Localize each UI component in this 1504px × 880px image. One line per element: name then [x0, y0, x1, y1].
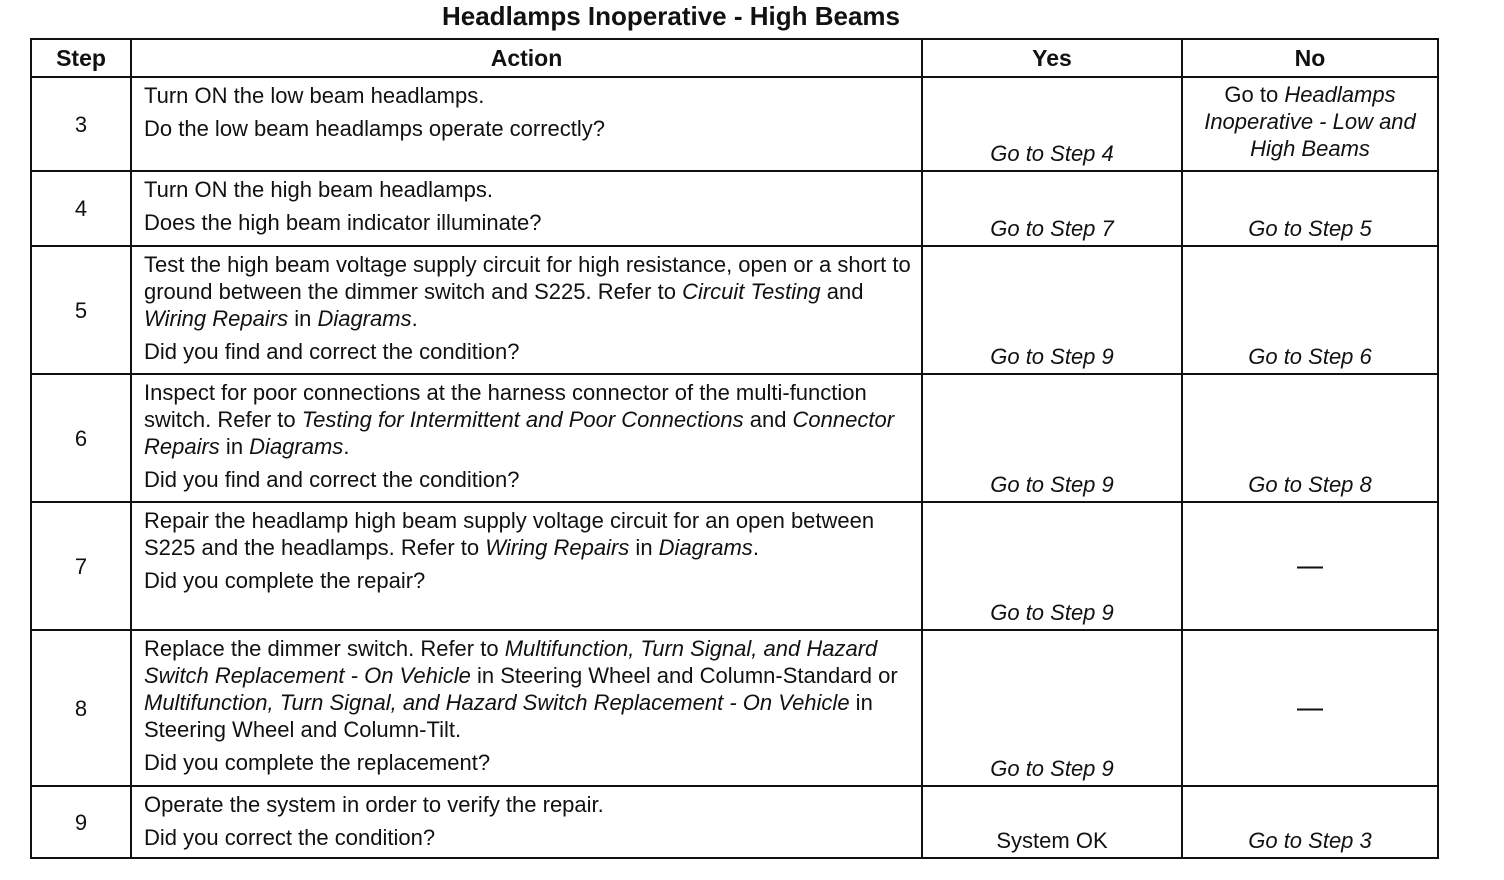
- action-question: Did you complete the repair?: [144, 568, 426, 593]
- table-row: [31, 246, 1438, 374]
- action-cell: [131, 374, 922, 502]
- step-number: 9: [31, 786, 131, 858]
- no-result-cell: [1182, 77, 1438, 171]
- action-question: Did you complete the replacement?: [144, 750, 491, 775]
- no-result-cell: [1182, 171, 1438, 246]
- yes-result-cell: [922, 77, 1182, 171]
- no-result-cell: [1182, 502, 1438, 630]
- text-run: and: [820, 279, 864, 304]
- table-row: [31, 374, 1438, 502]
- text-run: in Steering Wheel and Column-Tilt.: [144, 690, 873, 742]
- step-number: 6: [31, 374, 131, 502]
- no-result-dash: [1183, 553, 1437, 580]
- yes-result: System OK: [996, 828, 1108, 853]
- action-cell: [131, 171, 922, 246]
- em-dash-mark: [1297, 567, 1323, 569]
- italic-reference: Multifunction, Turn Signal, and Hazard Switch Replacement - On Vehicle: [144, 690, 850, 715]
- no-result-cell: [1182, 786, 1438, 858]
- step-number: 8: [31, 630, 131, 786]
- no-result: Go to Step 8: [1248, 472, 1372, 497]
- action-cell: [131, 246, 922, 374]
- action-question: Did you find and correct the condition?: [144, 339, 520, 364]
- yes-result: Go to Step 9: [990, 344, 1114, 369]
- column-header-yes: Yes: [922, 39, 1182, 77]
- text-run: in: [288, 306, 318, 331]
- text-run: in: [219, 434, 250, 459]
- no-result-dash: [1183, 695, 1437, 722]
- text-run: Turn ON the high beam headlamps.: [144, 177, 493, 202]
- action-cell: [131, 502, 922, 630]
- step-number: 4: [31, 171, 131, 246]
- text-run: .: [411, 306, 418, 331]
- text-run: in: [629, 535, 659, 560]
- no-result-cell: [1182, 630, 1438, 786]
- italic-reference: Diagrams: [249, 434, 344, 459]
- action-instruction: [144, 82, 911, 109]
- no-result: Go to Step 3: [1248, 828, 1372, 853]
- yes-result-cell: [922, 786, 1182, 858]
- table-row: [31, 786, 1438, 858]
- action-question: Do the low beam headlamps operate correctly?: [144, 116, 606, 141]
- text-run: .: [752, 535, 759, 560]
- action-question: Did you find and correct the condition?: [144, 467, 520, 492]
- italic-reference: Diagrams: [317, 306, 412, 331]
- italic-reference: Diagrams: [658, 535, 753, 560]
- text-run: and: [743, 407, 793, 432]
- italic-reference: Wiring Repairs: [144, 306, 289, 331]
- italic-reference: Multifunction, Turn Signal, and Hazard Switch Replacement - On Vehicle: [144, 636, 878, 688]
- action-instruction: [144, 251, 911, 332]
- no-result: [1183, 78, 1437, 165]
- action-instruction: [144, 507, 911, 561]
- text-run: Repair the headlamp high beam supply voltage circuit for an open between S225 and the headlamps. Refer to: [144, 508, 875, 560]
- text-run: in Steering Wheel and Column-Standard or: [470, 663, 898, 688]
- no-result-cell: [1182, 374, 1438, 502]
- text-run: .: [343, 434, 350, 459]
- action-cell: [131, 630, 922, 786]
- action-instruction: [144, 379, 911, 460]
- action-question: Did you correct the condition?: [144, 825, 436, 850]
- action-question: Does the high beam indicator illuminate?: [144, 210, 542, 235]
- action-instruction: [144, 791, 911, 818]
- step-number: 3: [31, 77, 131, 171]
- table-row: [31, 502, 1438, 630]
- yes-result: Go to Step 4: [990, 141, 1114, 166]
- italic-reference: Headlamps Inoperative - Low and High Beams: [1204, 82, 1416, 161]
- document-title: Headlamps Inoperative - High Beams: [441, 1, 901, 31]
- yes-result-cell: [922, 246, 1182, 374]
- yes-result-cell: [922, 171, 1182, 246]
- table-body: [31, 77, 1438, 858]
- italic-reference: Connector Repairs: [144, 407, 895, 459]
- italic-reference: Circuit Testing: [682, 279, 821, 304]
- diagnostic-table: [30, 38, 1439, 859]
- no-result: Go to Step 5: [1248, 216, 1372, 241]
- table-row: [31, 77, 1438, 171]
- action-instruction: [144, 635, 911, 743]
- column-header-action: Action: [131, 39, 922, 77]
- italic-reference: Testing for Intermittent and Poor Connections: [301, 407, 744, 432]
- column-header-step: Step: [31, 39, 131, 77]
- yes-result: Go to Step 9: [990, 600, 1114, 625]
- no-result-cell: [1182, 246, 1438, 374]
- yes-result: Go to Step 9: [990, 756, 1114, 781]
- action-instruction: [144, 176, 911, 203]
- table-row: [31, 171, 1438, 246]
- text-run: Go to: [1224, 82, 1285, 107]
- column-header-no: No: [1182, 39, 1438, 77]
- table-header-row: [31, 39, 1438, 77]
- yes-result: Go to Step 7: [990, 216, 1114, 241]
- no-result: Go to Step 6: [1248, 344, 1372, 369]
- text-run: Inspect for poor connections at the harness connector of the multi-function switch. Refer to: [144, 380, 867, 432]
- action-cell: [131, 786, 922, 858]
- em-dash-mark: [1297, 709, 1323, 711]
- text-run: Operate the system in order to verify the repair.: [144, 792, 604, 817]
- yes-result-cell: [922, 502, 1182, 630]
- step-number: 7: [31, 502, 131, 630]
- text-run: Replace the dimmer switch. Refer to: [144, 636, 505, 661]
- yes-result-cell: [922, 630, 1182, 786]
- step-number: 5: [31, 246, 131, 374]
- text-run: Test the high beam voltage supply circuit for high resistance, open or a short to ground between the dimmer switch and S225. Refer to: [144, 252, 911, 304]
- italic-reference: Wiring Repairs: [485, 535, 630, 560]
- yes-result: Go to Step 9: [990, 472, 1114, 497]
- table-row: [31, 630, 1438, 786]
- text-run: Turn ON the low beam headlamps.: [144, 83, 485, 108]
- action-cell: [131, 77, 922, 171]
- yes-result-cell: [922, 374, 1182, 502]
